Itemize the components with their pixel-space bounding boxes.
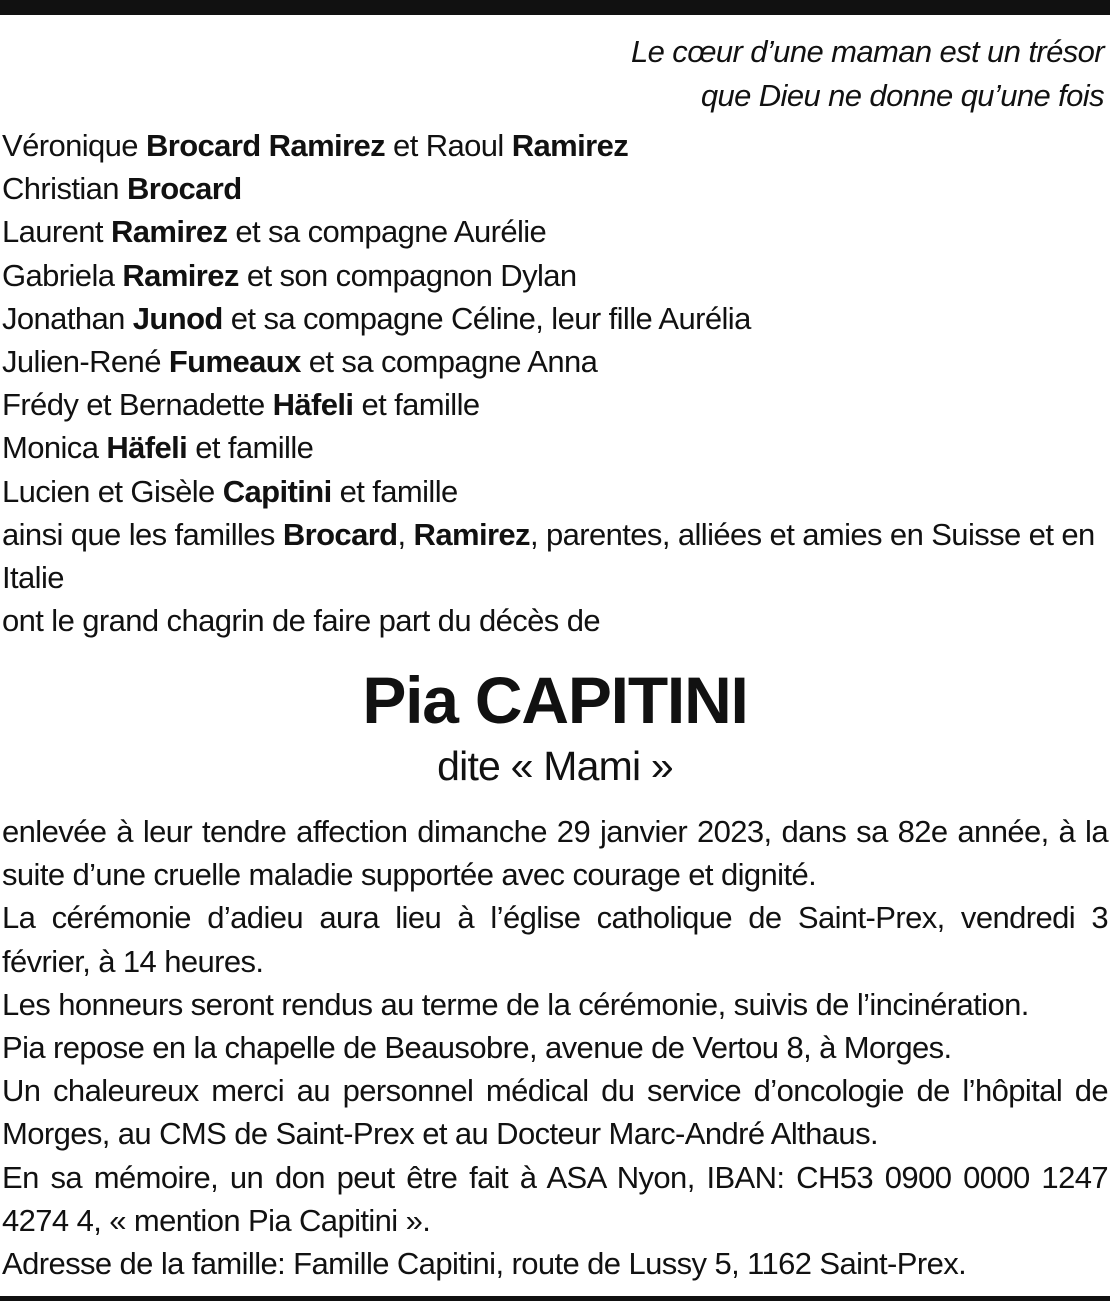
family-text: et Raoul	[385, 128, 512, 163]
family-text: et son compagnon Dylan	[238, 257, 577, 293]
family-surname: Ramirez	[110, 214, 228, 250]
family-list	[2, 124, 1110, 642]
family-line	[2, 297, 1110, 340]
family-line	[2, 124, 1110, 167]
family-text: Laurent	[2, 214, 111, 250]
family-text: ont le grand chagrin de faire part du décès de	[2, 603, 600, 639]
family-text: Frédy et Bernadette	[2, 387, 273, 423]
family-text: Julien-René	[2, 344, 169, 380]
deceased-nickname: dite « Mami »	[437, 743, 673, 789]
family-text: Christian	[2, 171, 127, 207]
top-rule	[0, 0, 1110, 15]
family-text: Lucien et Gisèle	[2, 473, 223, 509]
family-surname: Ramirez	[122, 257, 239, 293]
family-text: et sa compagne Anna	[300, 344, 598, 380]
family-text: Gabriela	[2, 257, 123, 293]
family-text: , parentes, alliées et amies en Suisse et en Italie	[2, 516, 1095, 596]
notice-paragraph: Les honneurs seront rendus au terme de la cérémonie, suivis de l’incinération.	[2, 986, 1029, 1022]
family-text: Monica	[2, 430, 107, 466]
notice-paragraph: La cérémonie d’adieu aura lieu à l’église catholique de Saint-Prex, vendredi 3 février, à 14 heures.	[2, 900, 1108, 979]
family-line	[2, 254, 1110, 297]
deceased-name: Pia CAPITINI	[362, 663, 748, 737]
family-surname: Capitini	[222, 473, 332, 509]
epigraph-line-2: que Dieu ne donne qu’une fois	[700, 78, 1104, 113]
family-surname: Ramirez	[511, 128, 629, 163]
family-line	[2, 210, 1110, 253]
notice-paragraph: En sa mémoire, un don peut être fait à ASA Nyon, IBAN: CH53 0900 0000 1247 4274 4, « mention Pia Capitini ».	[2, 1159, 1108, 1238]
family-text: Jonathan	[2, 300, 133, 336]
notice-paragraph: enlevée à leur tendre affection dimanche 29 janvier 2023, dans sa 82e année, à la suite d’une cruelle maladie supportée avec courage et dignité.	[2, 814, 1108, 893]
notice-paragraph: Adresse de la famille: Famille Capitini, route de Lussy 5, 1162 Saint-Prex.	[2, 1246, 967, 1282]
family-text: et famille	[187, 430, 314, 466]
family-surname: Ramirez	[413, 516, 530, 552]
family-surname: Brocard	[126, 171, 242, 207]
family-line	[2, 383, 1110, 426]
family-text: Véronique	[2, 128, 146, 163]
family-surname: Fumeaux	[168, 344, 301, 380]
epigraph	[631, 30, 1104, 118]
family-line	[2, 470, 1110, 513]
family-surname: Häfeli	[106, 430, 188, 466]
family-line	[2, 599, 1110, 642]
epigraph-line-1: Le cœur d’une maman est un trésor	[631, 34, 1104, 69]
family-text: et famille	[331, 473, 458, 509]
notice-paragraph: Un chaleureux merci au personnel médical du service d’oncologie de l’hôpital de Morges, au CMS de Saint-Prex et au Docteur Marc-André Althaus.	[2, 1073, 1108, 1152]
family-text: et sa compagne Aurélie	[227, 214, 547, 250]
family-surname: Häfeli	[272, 387, 354, 423]
family-text: ,	[397, 516, 414, 552]
family-line	[2, 426, 1110, 469]
family-line	[2, 340, 1110, 383]
bottom-rule	[0, 1296, 1110, 1301]
family-text: et famille	[353, 387, 480, 423]
family-text: ainsi que les familles	[2, 516, 283, 552]
family-text: et sa compagne Céline, leur fille Aurélia	[222, 300, 751, 336]
notice-body	[2, 810, 1108, 1285]
family-surname: Junod	[132, 300, 223, 336]
family-surname: Brocard	[282, 516, 398, 552]
family-line	[2, 167, 1110, 210]
family-surname: Brocard Ramirez	[145, 128, 386, 163]
notice-paragraph: Pia repose en la chapelle de Beausobre, avenue de Vertou 8, à Morges.	[2, 1030, 952, 1066]
family-line	[2, 513, 1110, 599]
